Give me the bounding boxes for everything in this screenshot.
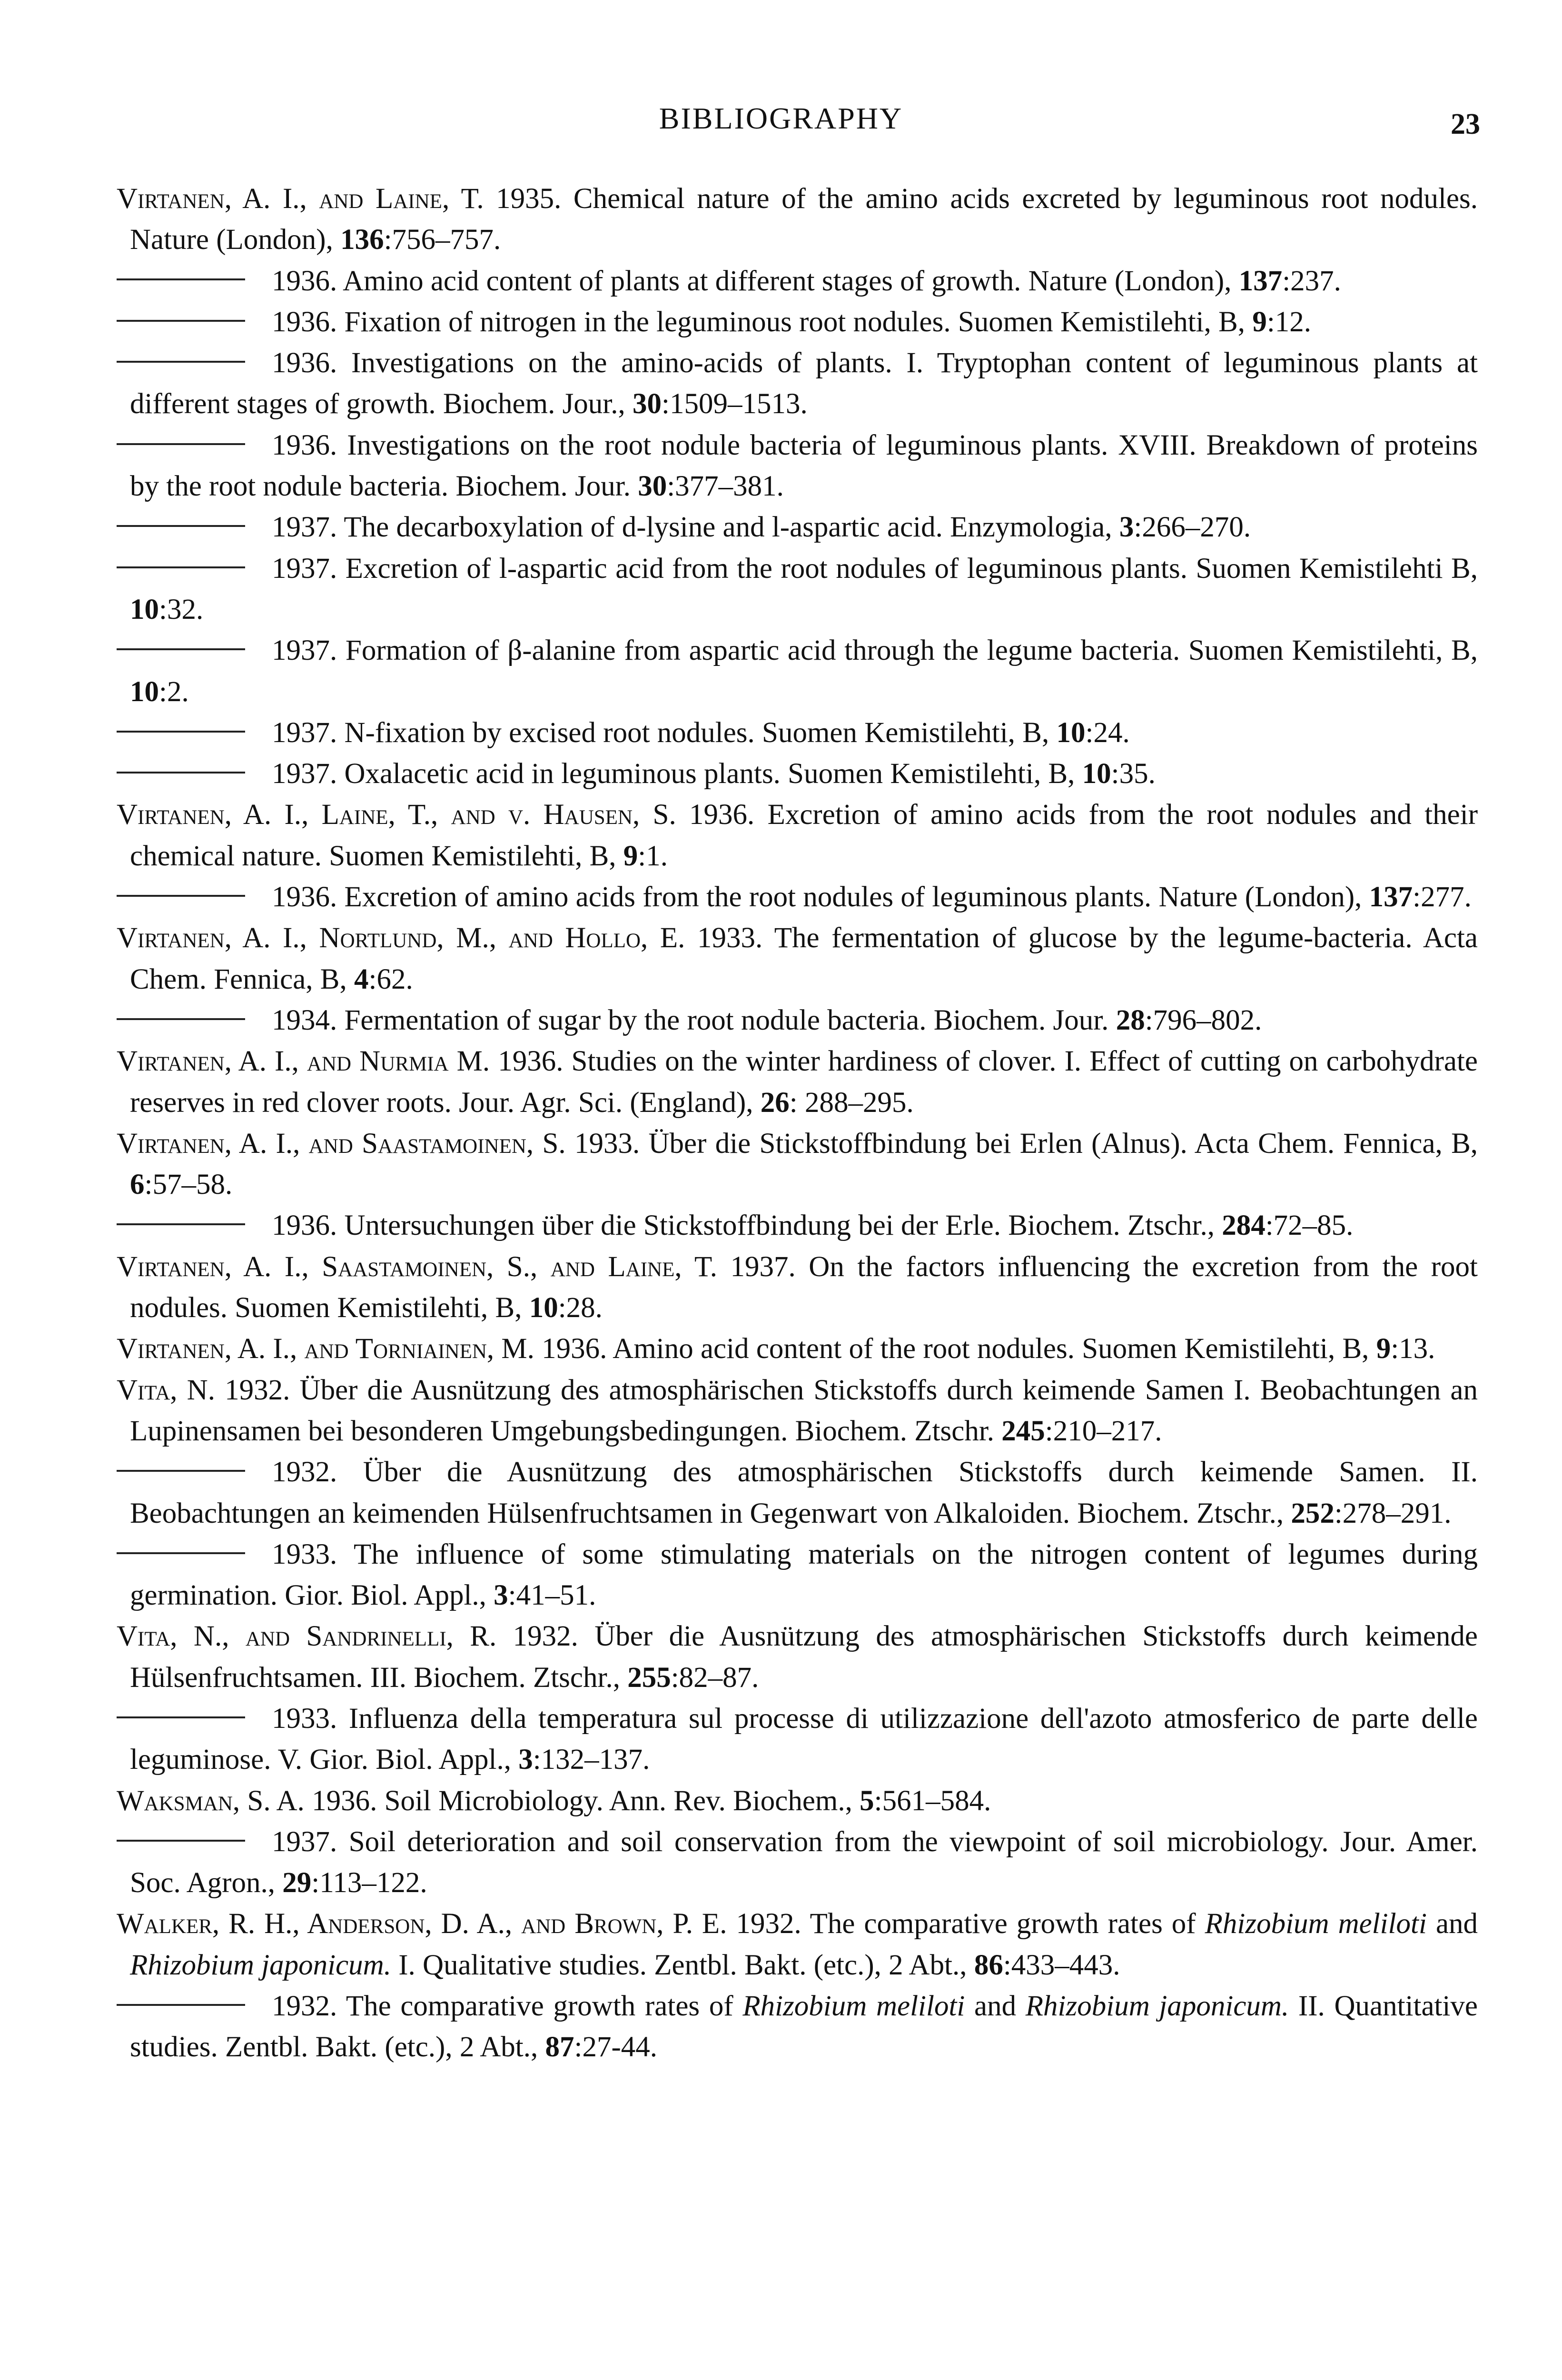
- same-author-dash: [117, 895, 245, 897]
- entry-volume: 26: [760, 1086, 790, 1119]
- entry-text: 1936. Investigations on the amino-acids of plants. I. Tryptophan content of leguminous plants at different stages of growth. Biochem. Jour.,: [130, 347, 1478, 420]
- entry-author: Vita, N.: [117, 1374, 215, 1406]
- entry-author: Virtanen, A. I., Laine, T., and v. Hausen, S.: [117, 799, 676, 831]
- entry-volume: 10: [130, 593, 159, 625]
- same-author-dash: [117, 443, 245, 445]
- entry-pages: :82–87.: [671, 1661, 759, 1694]
- bibliography-entry: [117, 1041, 1478, 1123]
- entry-text: II. Quantitative studies. Zentbl. Bakt. (etc.), 2 Abt.,: [130, 1990, 1478, 2063]
- entry-volume: 10: [130, 675, 159, 708]
- entry-pages: :32.: [159, 593, 204, 625]
- entry-text: 1937. On the factors influencing the excretion from the root nodules. Suomen Kemistilehti, B,: [130, 1250, 1478, 1324]
- entry-volume: 137: [1238, 265, 1283, 297]
- entry-text: 1937. The decarboxylation of d-lysine and l-aspartic acid. Enzymologia,: [272, 511, 1112, 544]
- bibliography-list: [117, 178, 1478, 2068]
- entry-text: 1936. Excretion of amino acids from the root nodules and their chemical nature. Suomen Kemistilehti, B,: [130, 799, 1478, 872]
- entry-pages: :72–85.: [1265, 1210, 1354, 1242]
- entry-text: 1933. The fermentation of glucose by the legume-bacteria. Acta Chem. Fennica, B,: [130, 922, 1478, 995]
- entry-text: 1934. Fermentation of sugar by the root nodule bacteria. Biochem. Jour.: [272, 1004, 1109, 1036]
- entry-pages: :57–58.: [144, 1169, 233, 1201]
- bibliography-entry: [117, 507, 1478, 548]
- bibliography-entry: [117, 794, 1478, 877]
- entry-text: 1937. Formation of β-alanine from aspartic acid through the legume bacteria. Suomen Kemistilehti, B,: [272, 635, 1478, 667]
- entry-text: 1936. Excretion of amino acids from the root nodules of leguminous plants. Nature (London),: [272, 881, 1362, 913]
- same-author-dash: [117, 731, 245, 733]
- entry-pages: :1.: [638, 840, 668, 872]
- bibliography-entry: [117, 1205, 1478, 1246]
- entry-volume: 30: [633, 388, 662, 420]
- entry-text: 1932. The comparative growth rates of: [272, 1990, 733, 2023]
- entry-pages: :796–802.: [1145, 1004, 1262, 1036]
- bibliography-entry: [117, 1247, 1478, 1329]
- entry-pages: :41–51.: [508, 1579, 596, 1612]
- entry-author: Virtanen, A. I., Saastamoinen, S., and Laine, T.: [117, 1250, 717, 1283]
- same-author-dash: [117, 772, 245, 774]
- entry-pages: :113–122.: [311, 1867, 427, 1899]
- entry-text: 1937. Oxalacetic acid in leguminous plants. Suomen Kemistilehti, B,: [272, 758, 1075, 790]
- entry-volume: 4: [354, 963, 369, 995]
- bibliography-entry: [117, 918, 1478, 1000]
- entry-text: 1932. The comparative growth rates of: [736, 1908, 1196, 1940]
- entry-author: Virtanen, A. I., Nortlund, M., and Hollo, E.: [117, 922, 685, 954]
- entry-volume: 137: [1369, 881, 1413, 913]
- entry-text: 1932. Über die Ausnützung des atmosphärischen Stickstoffs durch keimende Hülsenfruchtsamen. III. Biochem. Ztschr.,: [130, 1620, 1478, 1694]
- entry-text: 1937. N-fixation by excised root nodules. Suomen Kemistilehti, B,: [272, 716, 1049, 749]
- bibliography-entry: [117, 1822, 1478, 1904]
- entry-pages: :2.: [159, 675, 189, 708]
- entry-volume: 136: [340, 224, 384, 256]
- bibliography-entry: [117, 302, 1478, 343]
- entry-author: Virtanen, A. I., and Laine, T.: [117, 183, 484, 215]
- bibliography-entry: [117, 754, 1478, 794]
- entry-text: 1936. Soil Microbiology. Ann. Rev. Biochem.,: [312, 1785, 852, 1817]
- bibliography-entry: [117, 1904, 1478, 1986]
- entry-volume: 9: [1376, 1333, 1391, 1365]
- bibliography-entry: [117, 1781, 1478, 1822]
- entry-pages: :561–584.: [874, 1785, 991, 1817]
- entry-author: Waksman, S. A.: [117, 1785, 305, 1817]
- entry-author: Virtanen, A. I., and Torniainen, M.: [117, 1333, 534, 1365]
- entry-text: 1936. Investigations on the root nodule bacteria of leguminous plants. XVIII. Breakdown of proteins by the root nodule bacteria. Biochem. Jour.: [130, 429, 1478, 503]
- entry-author: Virtanen, A. I., and Nurmia M.: [117, 1045, 490, 1078]
- entry-pages: :266–270.: [1134, 511, 1251, 544]
- same-author-dash: [117, 2004, 245, 2006]
- bibliography-entry: [117, 548, 1478, 631]
- bibliography-entry: [117, 1370, 1478, 1452]
- entry-pages: :756–757.: [384, 224, 501, 256]
- entry-author: Virtanen, A. I., and Saastamoinen, S.: [117, 1127, 566, 1160]
- entry-pages: :1509–1513.: [662, 388, 808, 420]
- same-author-dash: [117, 1716, 245, 1718]
- entry-pages: :278–291.: [1334, 1497, 1452, 1529]
- entry-text: 1933. Über die Stickstoffbindung bei Erlen (Alnus). Acta Chem. Fennica, B,: [574, 1127, 1478, 1160]
- same-author-dash: [117, 361, 245, 363]
- entry-pages: :210–217.: [1045, 1415, 1162, 1447]
- bibliography-entry: [117, 261, 1478, 302]
- bibliography-entry: [117, 1123, 1478, 1206]
- entry-pages: :35.: [1111, 758, 1156, 790]
- entry-pages: :62.: [368, 963, 413, 995]
- species-name: Rhizobium meliloti: [742, 1990, 965, 2023]
- entry-pages: :132–137.: [533, 1744, 650, 1776]
- entry-text: 1935. Chemical nature of the amino acids excreted by leguminous root nodules. Nature (London),: [130, 183, 1478, 256]
- same-author-dash: [117, 1470, 245, 1472]
- entry-text: 1937. Soil deterioration and soil conservation from the viewpoint of soil microbiology. Jour. Amer. Soc. Agron.,: [130, 1825, 1478, 1899]
- bibliography-entry: [117, 1000, 1478, 1041]
- running-title: BIBLIOGRAPHY: [659, 101, 903, 135]
- entry-text: 1936. Studies on the winter hardiness of clover. I. Effect of cutting on carbohydrate reserves in red clover roots. Jour. Agr. Sci. (England),: [130, 1045, 1478, 1119]
- running-head: [0, 101, 1562, 144]
- entry-volume: 255: [627, 1661, 671, 1694]
- entry-text: 1932. Über die Ausnützung des atmosphärischen Stickstoffs durch keimende Samen I. Beobachtungen an Lupinensamen bei besonderen Umgebungsbedingungen. Biochem. Ztschr.: [130, 1374, 1478, 1447]
- entry-text: 1932. Über die Ausnützung des atmosphärischen Stickstoffs durch keimende Samen. II. Beobachtungen an keimenden Hülsenfruchtsamen in Gegenwart von Alkaloiden. Biochem. Ztschr.,: [130, 1456, 1478, 1529]
- entry-text: I. Qualitative studies. Zentbl. Bakt. (etc.), 2 Abt.,: [398, 1949, 967, 1981]
- page-number: 23: [1451, 108, 1480, 140]
- bibliography-entry: [117, 630, 1478, 713]
- same-author-dash: [117, 1840, 245, 1842]
- entry-text: 1936. Untersuchungen über die Stickstoffbindung bei der Erle. Biochem. Ztschr.,: [272, 1210, 1215, 1242]
- entry-pages: :27-44.: [574, 2031, 658, 2063]
- species-name: Rhizobium japonicum.: [1025, 1990, 1289, 2023]
- entry-volume: 3: [518, 1744, 533, 1776]
- entry-text: 1936. Amino acid content of plants at different stages of growth. Nature (London),: [272, 265, 1232, 297]
- entry-pages: :13.: [1391, 1333, 1435, 1365]
- entry-text: 1936. Amino acid content of the root nodules. Suomen Kemistilehti, B,: [542, 1333, 1369, 1365]
- bibliography-entry: [117, 1616, 1478, 1698]
- entry-author: Walker, R. H., Anderson, D. A., and Brown, P. E.: [117, 1908, 727, 1940]
- bibliography-entry: [117, 1329, 1478, 1369]
- same-author-dash: [117, 320, 245, 322]
- species-name: Rhizobium japonicum.: [130, 1949, 391, 1981]
- entry-volume: 87: [545, 2031, 574, 2063]
- entry-volume: 9: [1252, 306, 1267, 338]
- bibliography-entry: [117, 1986, 1478, 2068]
- entry-text: and: [974, 1990, 1017, 2023]
- entry-volume: 284: [1222, 1210, 1265, 1242]
- entry-text: and: [1435, 1908, 1478, 1940]
- same-author-dash: [117, 1018, 245, 1020]
- entry-pages: :24.: [1085, 716, 1130, 749]
- entry-text: 1937. Excretion of l-aspartic acid from the root nodules of leguminous plants. Suomen Kemistilehti B,: [272, 552, 1478, 585]
- species-name: Rhizobium meliloti: [1205, 1908, 1427, 1940]
- bibliography-entry: [117, 178, 1478, 261]
- entry-pages: :12.: [1266, 306, 1312, 338]
- entry-pages: :237.: [1282, 265, 1341, 297]
- entry-text: 1933. Influenza della temperatura sul processe di utilizzazione dell'azoto atmosferico de parte delle leguminose. V. Gior. Biol. Appl.,: [130, 1702, 1478, 1776]
- bibliography-entry: [117, 343, 1478, 425]
- entry-pages: :277.: [1413, 881, 1472, 913]
- entry-volume: 86: [974, 1949, 1003, 1981]
- entry-author: Vita, N., and Sandrinelli, R.: [117, 1620, 497, 1653]
- bibliography-entry: [117, 713, 1478, 754]
- entry-pages: :28.: [558, 1292, 603, 1324]
- entry-text: 1936. Fixation of nitrogen in the leguminous root nodules. Suomen Kemistilehti, B,: [272, 306, 1246, 338]
- entry-pages: :377–381.: [667, 470, 784, 503]
- same-author-dash: [117, 1223, 245, 1225]
- same-author-dash: [117, 525, 245, 527]
- entry-volume: 3: [494, 1579, 508, 1612]
- entry-pages: : 288–295.: [789, 1086, 914, 1119]
- same-author-dash: [117, 566, 245, 568]
- entry-volume: 9: [623, 840, 638, 872]
- entry-volume: 10: [1056, 716, 1086, 749]
- entry-volume: 5: [860, 1785, 874, 1817]
- same-author-dash: [117, 648, 245, 650]
- same-author-dash: [117, 278, 245, 280]
- same-author-dash: [117, 1552, 245, 1554]
- entry-volume: 28: [1116, 1004, 1145, 1036]
- entry-volume: 245: [1001, 1415, 1045, 1447]
- entry-volume: 252: [1291, 1497, 1335, 1529]
- bibliography-entry: [117, 1698, 1478, 1781]
- entry-volume: 6: [130, 1169, 145, 1201]
- entry-volume: 3: [1119, 511, 1134, 544]
- bibliography-entry: [117, 877, 1478, 918]
- entry-volume: 30: [638, 470, 667, 503]
- bibliography-entry: [117, 425, 1478, 507]
- entry-volume: 10: [1082, 758, 1111, 790]
- bibliography-entry: [117, 1452, 1478, 1534]
- entry-pages: :433–443.: [1003, 1949, 1120, 1981]
- entry-volume: 10: [529, 1292, 558, 1324]
- entry-volume: 29: [282, 1867, 312, 1899]
- entry-text: 1933. The influence of some stimulating materials on the nitrogen content of legumes during germination. Gior. Biol. Appl.,: [130, 1538, 1478, 1612]
- bibliography-entry: [117, 1534, 1478, 1616]
